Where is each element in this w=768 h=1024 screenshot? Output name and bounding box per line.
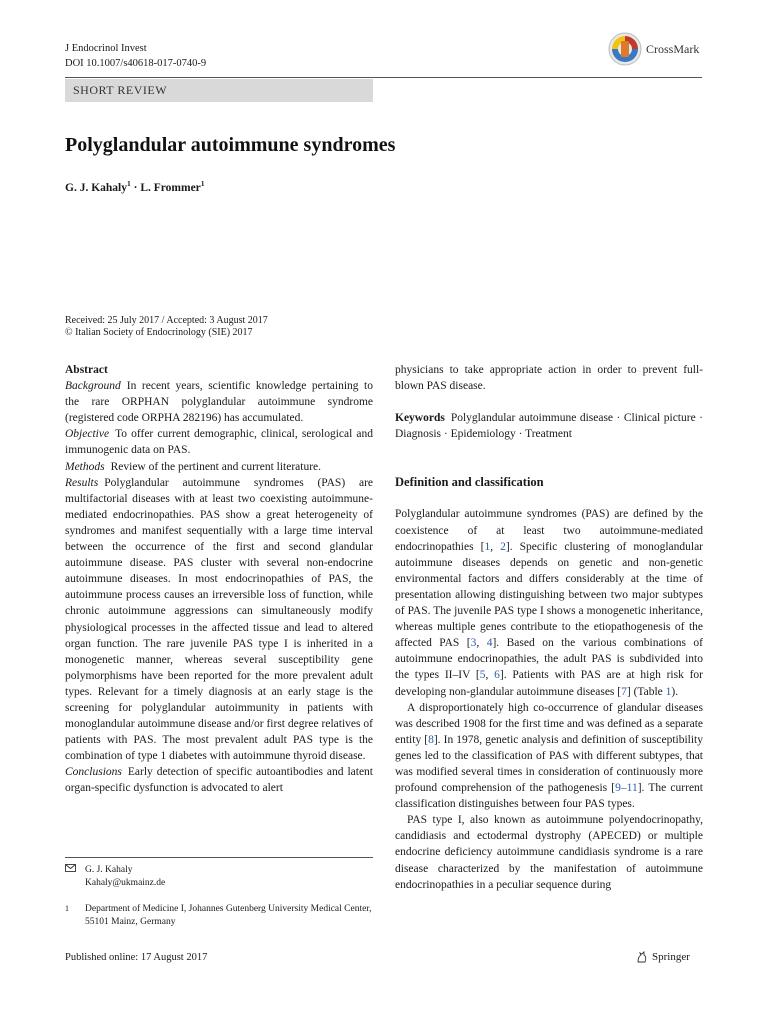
author-list bbox=[65, 179, 205, 194]
springer-horse-icon bbox=[636, 951, 648, 963]
results-text: Polyglandular autoimmune syndromes (PAS) are multifactorial diseases with at least two coexisting autoimmune-mediated endocrinopathies. PAS show a great heterogeneity of syndromes and manifest sequentially with a large time interval between the occurrence of the first and second glandular autoimmune disease. PAS cluster with several non-endocrine autoimmune diseases. In most endocrinopathies of PAS, the autoimmune process causes an irreversible loss of function, while chronic autoimmune aggressions can simultaneously modify physiological processes in the affected tissue and lead to altered organ function. The rare juvenile PAS type I is inherited in a monogenetic manner, whereas several susceptibility gene polymorphisms have been reported for the more prevalent adult types. Relevant for a timely diagnosis at an early stage is the screening for polyglandular autoimmunity in patients with monoglandular autoimmune disease and/or first degree relatives of patients with PAS. The most prevalent adult PAS type is the combination of type 1 diabetes with autoimmune thyroid disease. bbox=[65, 476, 373, 763]
abstract-results bbox=[65, 475, 373, 765]
journal-header bbox=[65, 41, 206, 71]
paragraph-text: ]. The current classification distinguishes between four PAS types. bbox=[395, 782, 703, 811]
abstract-conclusions-continued: physicians to take appropriate action in order to prevent full-blown PAS disease. bbox=[395, 364, 703, 393]
methods-text: Review of the pertinent and current literature. bbox=[110, 460, 322, 473]
citation-link[interactable]: 1 bbox=[484, 540, 491, 553]
section-paragraph-2 bbox=[395, 700, 703, 813]
abstract-conclusions bbox=[65, 764, 373, 796]
objective-text: To offer current demographic, clinical, serological and immunogenic data on PAS. bbox=[65, 428, 373, 457]
citation-link[interactable]: 7 bbox=[621, 685, 627, 698]
paragraph-text: Polyglandular autoimmune syndromes (PAS) are defined by the coexistence of at least two autoimmune-mediated endocrinopathies [ bbox=[395, 508, 703, 553]
affiliation-text: Department of Medicine I, Johannes Gutenberg University Medical Center, 55101 Mainz, Germany bbox=[85, 904, 372, 927]
conclusions-label: Conclusions bbox=[65, 766, 122, 779]
received-accepted: Received: 25 July 2017 / Accepted: 3 August 2017 bbox=[65, 315, 268, 326]
publisher-logo[interactable] bbox=[636, 951, 690, 963]
affiliation-marker: 1 bbox=[126, 179, 131, 188]
citation-link[interactable]: 2 bbox=[500, 540, 506, 553]
crossmark-badge[interactable] bbox=[608, 31, 708, 67]
methods-label: Methods bbox=[65, 460, 105, 473]
affiliation bbox=[65, 903, 375, 928]
doi[interactable]: DOI 10.1007/s40618-017-0740-9 bbox=[65, 58, 207, 69]
journal-name: J Endocrinol Invest bbox=[65, 43, 147, 54]
citation-link[interactable]: 6 bbox=[494, 669, 500, 682]
keywords-label: Keywords bbox=[395, 412, 445, 425]
author-name[interactable]: G. J. Kahaly bbox=[65, 181, 127, 194]
citation-link[interactable]: 9–11 bbox=[615, 782, 638, 795]
right-column bbox=[395, 362, 703, 893]
section-heading: Definition and classification bbox=[395, 475, 544, 490]
abstract-heading: Abstract bbox=[65, 364, 108, 376]
paragraph-text: ]. Patients with PAS are at high risk for developing non-glandular autoimmune diseases [ bbox=[395, 669, 704, 698]
keywords-text: Polyglandular autoimmune disease · Clinical picture · Diagnosis · Epidemiology · Treatment bbox=[395, 412, 703, 441]
author-name[interactable]: L. Frommer bbox=[140, 181, 201, 194]
abstract-column bbox=[65, 362, 373, 797]
section-paragraph-1 bbox=[395, 506, 703, 699]
crossmark-label: CrossMark bbox=[646, 41, 700, 56]
paragraph-text: ]. Based on the various combinations of autoimmune endocrinopathies, the adult PAS is subdivided into the types II–IV [ bbox=[395, 637, 704, 682]
paragraph-text: ). bbox=[671, 685, 679, 698]
paragraph-text: ]. Specific clustering of monoglandular autoimmune diseases depends on genetic and non-genetic environmental factors and differs considerably at the time of presentation allowing distinguishing between two major subtypes of PAS. The juvenile PAS type I shows a monogenetic inheritance, whereas multiple genes contribute to the etiopathogenesis of the affected PAS [ bbox=[395, 540, 704, 650]
objective-label: Objective bbox=[65, 428, 110, 441]
author-separator: · bbox=[130, 181, 141, 194]
footnote-rule bbox=[65, 857, 373, 858]
paragraph-text: , bbox=[490, 540, 501, 553]
header-rule bbox=[65, 77, 702, 78]
affiliation-number: 1 bbox=[65, 904, 69, 913]
paragraph-text: , bbox=[485, 669, 495, 682]
crossmark-icon bbox=[608, 32, 642, 66]
article-title: Polyglandular autoimmune syndromes bbox=[65, 134, 396, 156]
copyright: © Italian Society of Endocrinology (SIE) 2017 bbox=[65, 327, 253, 338]
citation-link[interactable]: 8 bbox=[428, 733, 434, 746]
corresponding-name: G. J. Kahaly bbox=[85, 865, 133, 875]
citation-link[interactable]: 1 bbox=[665, 685, 672, 698]
article-dates bbox=[65, 315, 268, 339]
citation-link[interactable]: 5 bbox=[479, 669, 486, 682]
section-paragraph-3: PAS type I, also known as autoimmune polyendocrinopathy, candidiasis and ectodermal dystrophy (APECED) or multiple endocrine deficiency autoimmune candidiasis syndrome is a rare disease characterized by the manifestation of autoimmune endocrinopathies in a peculiar sequence during bbox=[395, 814, 703, 891]
article-type-banner: SHORT REVIEW bbox=[65, 79, 373, 102]
citation-link[interactable]: 3 bbox=[470, 637, 477, 650]
conclusions-text: Early detection of specific autoantibodies and latent organ-specific dysfunction is advocated to alert bbox=[65, 766, 373, 795]
abstract-objective bbox=[65, 426, 373, 458]
paragraph-text: ]. In 1978, genetic analysis and definition of susceptibility genes led to the classification of PAS with different subtypes, that was modified several times in consideration of continuously more profound comprehension of the pathogenesis [ bbox=[395, 733, 703, 795]
keywords bbox=[395, 410, 703, 442]
paragraph-text: ] (Table bbox=[626, 685, 666, 698]
corresponding-author bbox=[65, 864, 165, 889]
background-text: In recent years, scientific knowledge pertaining to the rare ORPHAN polyglandular autoimmune syndrome (registered code ORPHA 282196) has accumulated. bbox=[65, 380, 373, 425]
citation-link[interactable]: 4 bbox=[486, 637, 493, 650]
publisher-name: Springer bbox=[652, 951, 690, 963]
affiliation-marker: 1 bbox=[200, 179, 205, 188]
abstract-methods bbox=[65, 459, 373, 475]
background-label: Background bbox=[65, 380, 121, 393]
envelope-icon bbox=[65, 864, 85, 889]
abstract-background bbox=[65, 378, 373, 426]
results-label: Results bbox=[65, 476, 99, 489]
corresponding-email[interactable]: Kahaly@ukmainz.de bbox=[85, 877, 166, 888]
paragraph-text: , bbox=[476, 637, 487, 650]
published-online: Published online: 17 August 2017 bbox=[65, 952, 208, 963]
paragraph-text: A disproportionately high co-occurrence of glandular diseases was described 1908 for the first time and was defined as a separate entity [ bbox=[395, 701, 703, 746]
